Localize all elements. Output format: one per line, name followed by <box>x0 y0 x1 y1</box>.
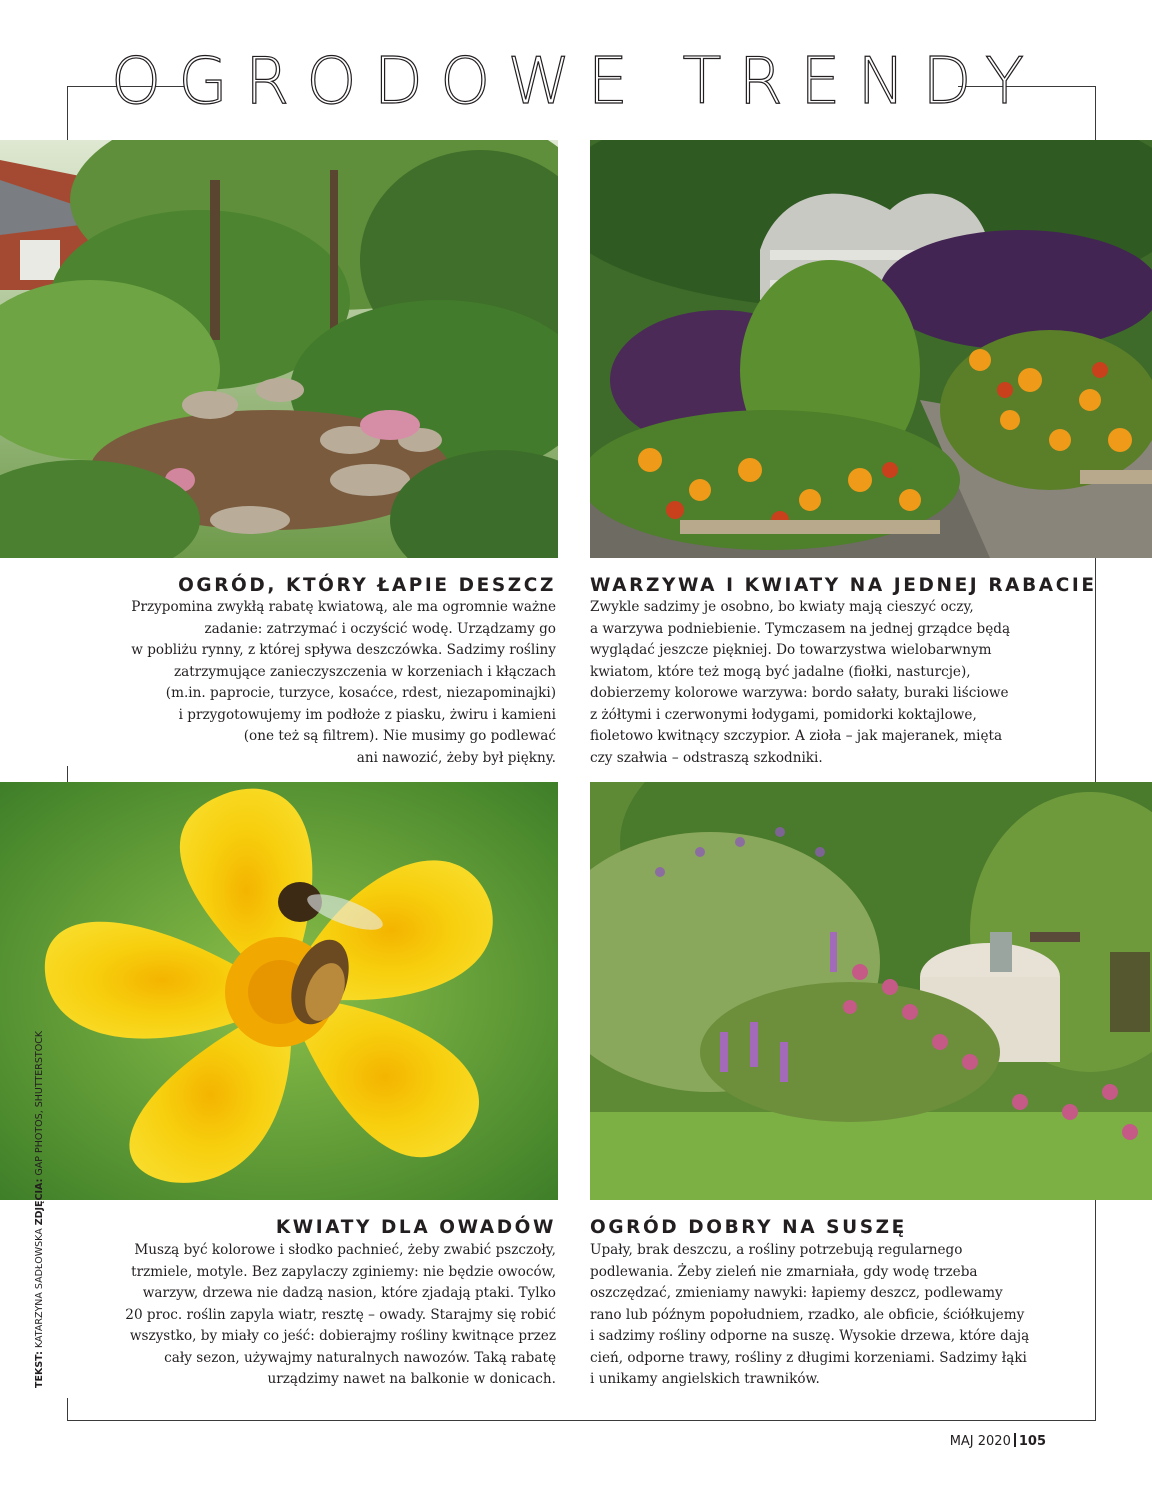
body-line: i unikamy angielskich trawników. <box>590 1371 820 1387</box>
section-title-drought-garden: OGRÓD DOBRY NA SUSZĘ <box>590 1217 907 1238</box>
issue-date: MAJ 2020 <box>949 1434 1011 1449</box>
photo-credit <box>34 1031 45 1388</box>
poppy-bee-photo <box>0 782 558 1200</box>
body-line: wyglądać jeszcze piękniej. Do towarzystwa wielobarwnym <box>590 642 992 658</box>
body-line: podlewania. Żeby zieleń nie zmarniała, gdy wodę trzeba <box>590 1263 978 1280</box>
body-line: i przygotowujemy im podłoże z piasku, żwiru i kamieni <box>178 706 556 723</box>
section-body-insect-flowers <box>125 1240 556 1391</box>
body-line: (one też są filtrem). Nie musimy go podlewać <box>243 728 556 744</box>
section-title-rain-garden: OGRÓD, KTÓRY ŁAPIE DESZCZ <box>178 575 556 596</box>
section-title-insect-flowers: KWIATY DLA OWADÓW <box>275 1217 556 1238</box>
body-line: dobierzemy kolorowe warzywa: bordo sałaty, buraki liściowe <box>590 685 1009 701</box>
body-line: w pobliżu rynny, z której spływa deszczówka. Sadzimy rośliny <box>131 642 556 658</box>
body-line: czy szałwia – odstraszą szkodniki. <box>590 749 823 766</box>
body-line: oszczędzać, zmieniamy nawyki: łapiemy deszcz, podlewamy <box>590 1285 1003 1301</box>
section-body-drought-garden <box>590 1240 1029 1391</box>
body-line: Muszą być kolorowe i słodko pachnieć, żeby zwabić pszczoły, <box>134 1242 556 1258</box>
body-line: Zwykle sadzimy je osobno, bo kwiaty mają cieszyć oczy, <box>590 599 974 615</box>
body-line: i sadzimy rośliny odporne na suszę. Wysokie drzewa, które dają <box>590 1328 1030 1344</box>
body-line: urządzimy nawet na balkonie w donicach. <box>267 1371 556 1387</box>
vegetable-flower-bed-photo <box>590 140 1152 558</box>
body-line: wszystko, by miały co jeść: dobierajmy rośliny kwitnące przez <box>129 1328 556 1344</box>
body-line: cały sezon, używajmy naturalnych nawozów. Taką rabatę <box>164 1349 556 1366</box>
credit-text-author: KATARZYNA SADŁOWSKA <box>34 1228 45 1349</box>
section-body-vegetables-flowers <box>590 597 1010 769</box>
body-line: warzyw, drzewa nie dadzą nasion, które zjadają ptaki. Tylko <box>142 1285 556 1301</box>
body-line: rano lub późnym popołudniem, rzadko, ale obficie, ściółkujemy <box>590 1306 1025 1323</box>
body-line: cień, odporne trawy, rośliny z długimi korzeniami. Sadzimy łąki <box>590 1349 1027 1366</box>
body-line: a warzywa podniebienie. Tymczasem na jednej grządce będą <box>590 620 1011 637</box>
frame-bottom <box>67 1420 1096 1421</box>
body-line: zatrzymujące zanieczyszczenia w korzeniach i kłączach <box>173 663 556 680</box>
body-line: Upały, brak deszczu, a rośliny potrzebują regularnego <box>590 1242 963 1258</box>
section-body-rain-garden <box>131 597 556 769</box>
rain-garden-photo <box>0 140 558 558</box>
section-title-vegetables-flowers: WARZYWA I KWIATY NA JEDNEJ RABACIE <box>590 575 1097 596</box>
drought-garden-photo <box>590 782 1152 1200</box>
body-line: 20 proc. roślin zapyla wiatr, resztę – owady. Starajmy się robić <box>125 1306 556 1323</box>
body-line: kwiatom, które też mogą być jadalne (fiołki, nasturcje), <box>590 663 971 680</box>
credit-photo-source: GAP PHOTOS, SHUTTERSTOCK <box>34 1030 45 1176</box>
body-line: (m.in. paprocie, turzyce, kosaćce, rdest, niezapominajki) <box>165 685 556 701</box>
page-number: 105 <box>1018 1434 1046 1449</box>
page-title: OGRODOWE TRENDY <box>110 45 1042 119</box>
credit-photo-label: ZDJĘCIA: <box>34 1178 45 1226</box>
frame-left-bottom <box>67 1398 68 1420</box>
body-line: zadanie: zatrzymać i oczyścić wodę. Urządzamy go <box>204 620 556 637</box>
folio <box>950 1433 1046 1449</box>
body-line: ani nawozić, żeby był piękny. <box>356 749 556 766</box>
frame-left-mid <box>67 766 68 782</box>
body-line: fioletowo kwitnący szczypior. A zioła – jak majeranek, mięta <box>590 728 1003 744</box>
body-line: z żółtymi i czerwonymi łodygami, pomidorki koktajlowe, <box>590 706 977 723</box>
body-line: trzmiele, motyle. Bez zapylaczy zginiemy: nie będzie owoców, <box>131 1263 556 1280</box>
folio-divider <box>1014 1433 1016 1447</box>
body-line: Przypomina zwykłą rabatę kwiatową, ale ma ogromnie ważne <box>131 599 556 615</box>
credit-text-label: TEKST: <box>34 1351 45 1388</box>
